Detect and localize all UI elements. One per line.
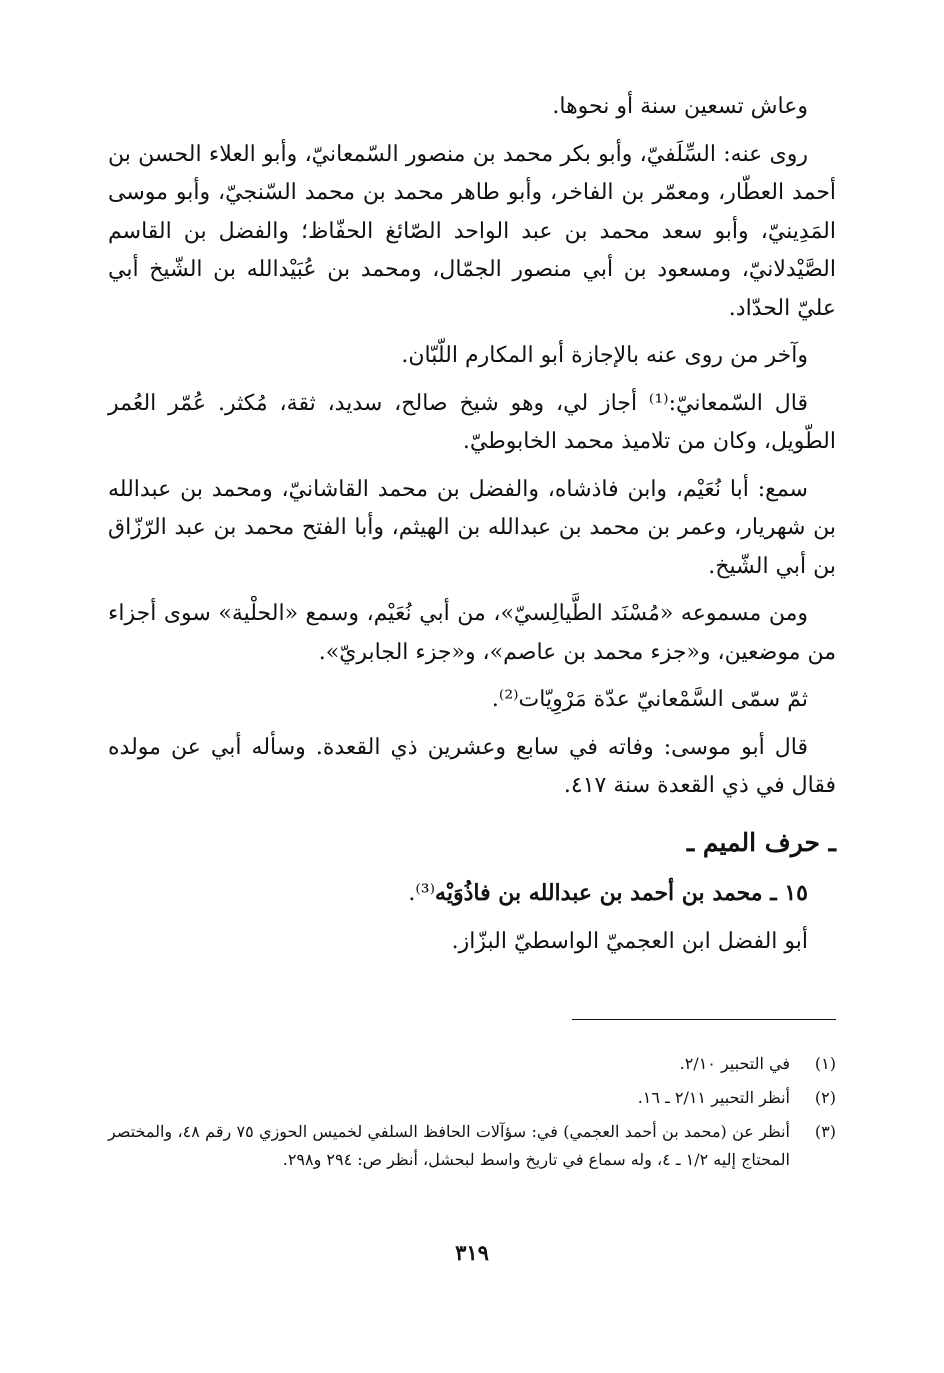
paragraph-samani-quote: قال السّمعانيّ:⁽¹⁾ أجاز لي، وهو شيخ صالح، سديد، ثقة، مُكثر. عُمّر العُمر الطّويل، وكان من تلاميذ محمد الخابوطيّ.	[108, 390, 836, 454]
page-number: ٣١٩	[455, 1240, 489, 1265]
paragraph-heard-works: ومن مسموعه «مُسْنَد الطَّيالِسيّ»، من أبي نُعَيْم، وسمع «الحلْية» سوى أجزاء من موضعين، و«جزء محمد بن عاصم»، و«جزء الجابريّ».	[108, 601, 836, 665]
footnote-2	[108, 1084, 836, 1112]
entry-line: أبو الفضل ابن العجميّ الواسطيّ البزّاز.	[451, 928, 808, 954]
paragraph-last-narrator: وآخر من روى عنه بالإجازة أبو المكارم اللّبّان.	[401, 343, 808, 368]
footnote-text: أنظر التحبير ٢/١١ ـ ١٦.	[637, 1088, 790, 1107]
paragraph-narrations: ثمّ سمّى السَّمْعانيّ عدّة مَرْوِيّات⁽²⁾.	[491, 687, 808, 712]
footnote-text: في التحبير ٢/١٠.	[679, 1054, 790, 1073]
paragraph-narrators: روى عنه: السِّلَفيّ، وأبو بكر محمد بن منصور السّمعانيّ، وأبو العلاء الحسن بن أحمد العطّار، ومعمّر بن الفاخر، وأبو طاهر محمد بن محمد السّنجيّ، وأبو موسى المَدِينيّ، وأبو سعد محمد بن عبد الواحد الصّائغ الحفّاظ؛ والفضل بن القاسم الصَّيْدلانيّ، ومسعود بن أبي منصور الجمّال، ومحمد بن عُبَيْدالله بن الشّيخ أبي عليّ الحدّاد.	[108, 141, 836, 321]
main-text	[108, 88, 836, 970]
footnote-1	[108, 1050, 836, 1078]
footnote-3	[108, 1118, 836, 1174]
footnote-divider	[572, 1019, 836, 1020]
footnote-number: (٣)	[814, 1122, 836, 1141]
paragraph-teachers: سمع: أبا نُعَيْم، وابن فاذشاه، والفضل بن محمد القاشانيّ، ومحمد بن عبدالله بن شهريار، وعمر بن محمد بن عبدالله بن الهيثم، وأبا الفتح محمد بن عبد الرّزّاق بن أبي الشّيخ.	[108, 476, 836, 579]
section-heading: ـ حرف الميم ـ	[686, 827, 836, 857]
entry-heading	[108, 874, 836, 914]
paragraph-death-date: قال أبو موسى: وفاته في سابع وعشرين ذي القعدة. وسأله أبي عن مولده فقال في ذي القعدة سنة ٤١٧.	[108, 734, 836, 798]
footnote-number: (١)	[814, 1054, 836, 1073]
footnotes	[108, 1050, 836, 1180]
paragraph-lifespan: وعاش تسعين سنة أو نحوها.	[552, 94, 808, 119]
entry-title: ١٥ ـ محمد بن أحمد بن عبدالله بن فاذُوَيْه	[435, 880, 808, 906]
footnote-text: أنظر عن (محمد بن أحمد العجمي) في: سؤآلات الحافظ السلفي لخميس الحوزي ٧٥ رقم ٤٨، والمختصر المحتاج إليه ١/٢ ـ ٤، وله سماع في تاريخ واسط لبحشل، أنظر ص: ٢٩٤ و٢٩٨.	[108, 1122, 791, 1169]
footnote-number: (٢)	[814, 1088, 836, 1107]
entry-note-ref: ⁽³⁾.	[408, 881, 436, 906]
